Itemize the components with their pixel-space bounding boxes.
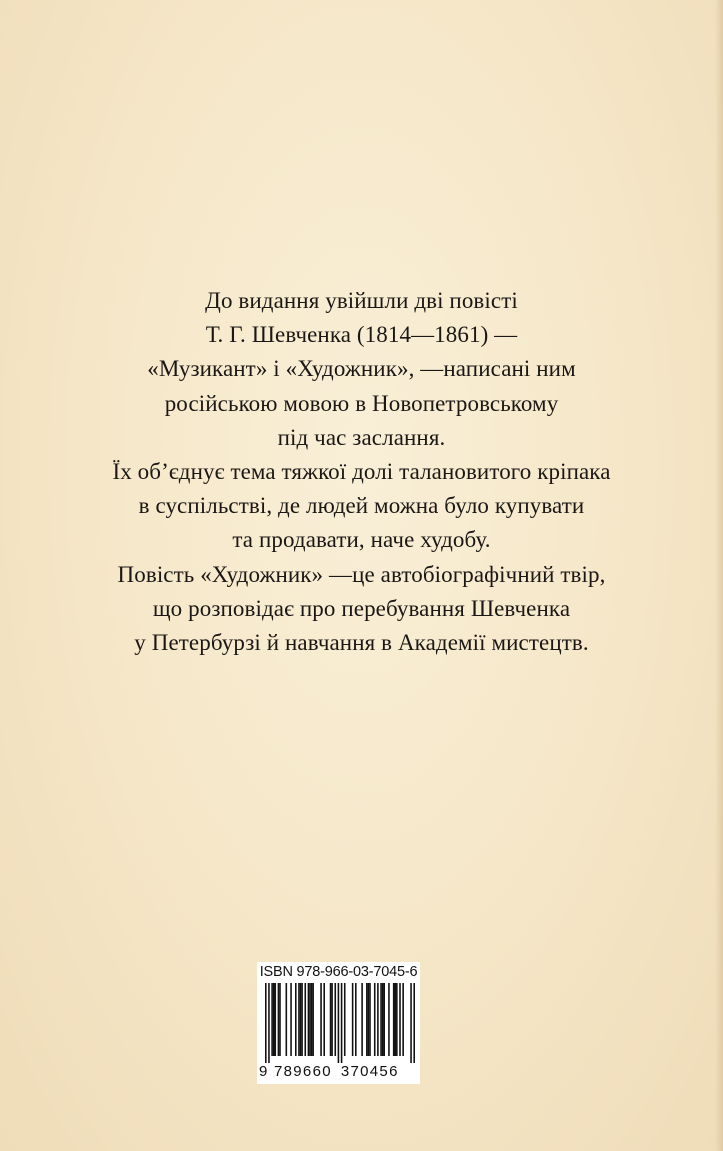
annotation-line: російською мовою в Новопетровському: [164, 390, 559, 416]
barcode-bar: [308, 983, 310, 1056]
barcode-bars: [265, 983, 415, 1063]
barcode-bar: [352, 983, 354, 1056]
barcode-bar: [383, 983, 385, 1056]
barcode-bar: [413, 983, 415, 1063]
barcode-bar: [369, 983, 371, 1056]
barcode-bar: [377, 983, 379, 1056]
barcode-bar: [388, 983, 390, 1056]
barcode-bar: [393, 983, 395, 1056]
barcode-bar: [304, 983, 306, 1056]
isbn-barcode: [257, 962, 420, 1084]
annotation-line: та продавати, наче худобу.: [232, 527, 491, 553]
annotation-text: [60, 284, 663, 660]
barcode-bar: [382, 983, 384, 1056]
barcode-bar: [274, 983, 276, 1056]
annotation-line: До видання увійшли дві повісті: [205, 288, 518, 313]
barcode-bar: [265, 983, 267, 1063]
barcode-bar: [402, 983, 404, 1056]
barcode-bar: [286, 983, 288, 1056]
barcode-bar: [396, 983, 398, 1056]
annotation-line: Т. Г. Шевченка (1814—1861) —: [205, 322, 518, 348]
barcode-bar: [399, 983, 401, 1056]
barcode-bar: [290, 983, 292, 1056]
barcode-bar: [344, 983, 346, 1056]
ean-left-group: 789660: [274, 1063, 332, 1080]
barcode-bar: [312, 983, 314, 1056]
ean-first-digit: 9: [259, 1063, 268, 1080]
barcode-bar: [320, 983, 322, 1056]
annotation-line: Їх об’єднує тема тяжкої долі талановитого кріпака: [112, 459, 611, 485]
barcode-bar: [279, 983, 281, 1056]
barcode-bar: [368, 983, 370, 1056]
annotation-line: «Музикант» і «Художник», —написані ним: [147, 356, 576, 382]
barcode-bar: [298, 983, 300, 1056]
barcode-bar: [300, 983, 302, 1056]
barcode-bar: [394, 983, 396, 1056]
barcode-bar: [355, 983, 357, 1056]
barcode-bar: [338, 983, 340, 1063]
isbn-label: ISBN 978-966-03-7045-6: [259, 964, 418, 980]
barcode-bar: [334, 983, 336, 1056]
annotation-line: що розповідає про перебування Шевченка: [152, 595, 571, 621]
annotation-line: під час заслання.: [277, 424, 446, 450]
barcode-bar: [271, 983, 273, 1056]
annotation-line: в суспільстві, де людей можна було купувати: [138, 493, 585, 519]
barcode-bar: [330, 983, 332, 1056]
barcode-bar: [380, 983, 382, 1056]
cover-edge: [715, 0, 723, 1151]
barcode-bar: [295, 983, 297, 1056]
barcode-bar: [361, 983, 363, 1056]
barcode-bar: [311, 983, 313, 1056]
barcode-bar: [366, 983, 368, 1056]
barcode-bar: [273, 983, 275, 1056]
barcode-bar: [309, 983, 311, 1056]
annotation-line: Повість «Художник» —це автобіографічний твір,: [117, 561, 606, 587]
ean-digits: [259, 1063, 418, 1080]
barcode-bar: [374, 983, 376, 1056]
barcode-bar: [278, 983, 280, 1056]
barcode-bar: [410, 983, 412, 1063]
barcode-bar: [341, 983, 343, 1063]
barcode-bar: [268, 983, 270, 1063]
barcode-bar: [301, 983, 303, 1056]
barcode-bar: [323, 983, 325, 1056]
ean-right-group: 370456: [340, 1063, 399, 1080]
barcode-bar: [331, 983, 333, 1056]
annotation-line: у Петербурзі й навчання в Академії мистецтв.: [134, 630, 589, 656]
